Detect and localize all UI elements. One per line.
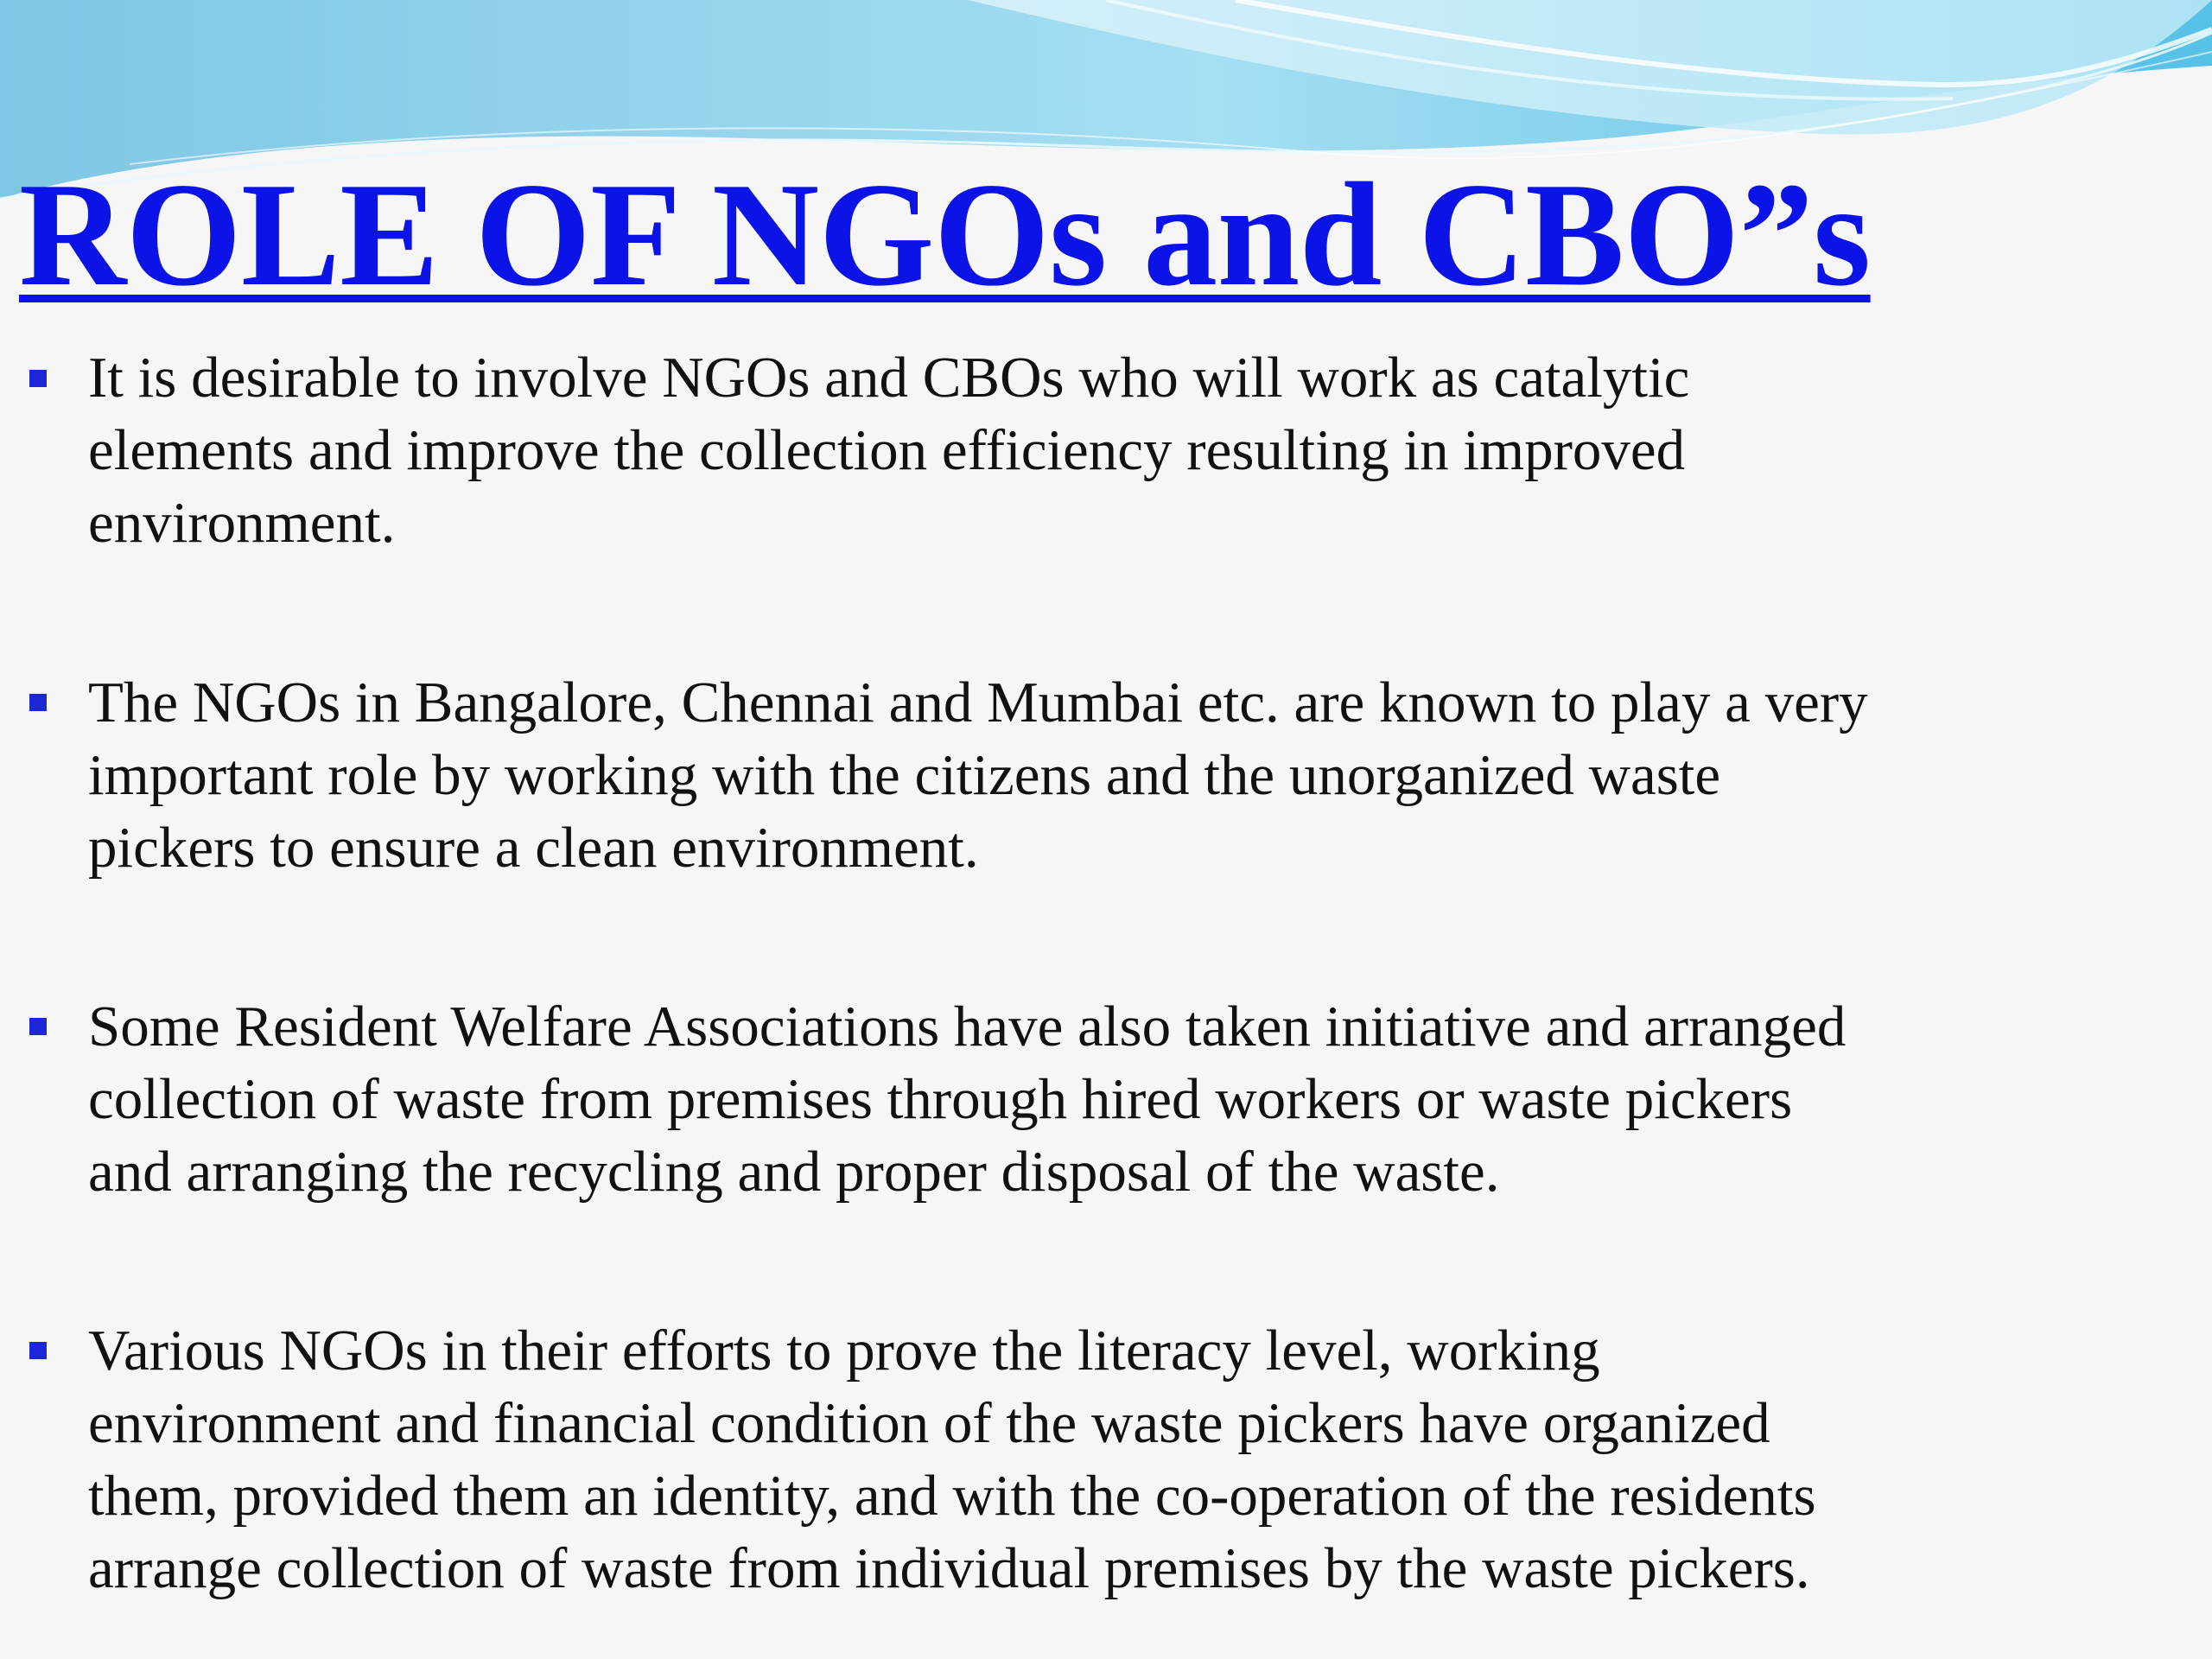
slide-title: ROLE OF NGOs and CBO”s [19,153,1871,317]
square-bullet-icon [29,370,47,387]
bullet-line: environment. [88,491,396,555]
bullet-text [88,1314,2196,1605]
square-bullet-icon [29,1342,47,1359]
bullet-text [88,341,2196,559]
bullet-line: collection of waste from premises through hired workers or waste pickers [88,1067,1793,1131]
bullet-line: and arranging the recycling and proper disposal of the waste. [88,1140,1500,1204]
bullet-line: The NGOs in Bangalore, Chennai and Mumbai etc. are known to play a very [88,671,1868,734]
bullet-line: them, provided them an identity, and with the co-operation of the residents [88,1464,1816,1528]
bullet-line: pickers to ensure a clean environment. [88,816,979,880]
bullet-text [88,990,2196,1208]
bullet-line: Some Resident Welfare Associations have also taken initiative and arranged [88,995,1847,1058]
bullet-line: elements and improve the collection efficiency resulting in improved [88,418,1686,482]
bullet-line: important role by working with the citizens and the unorganized waste [88,743,1721,807]
square-bullet-icon [29,1018,47,1035]
bullet-line: arrange collection of waste from individual premises by the waste pickers. [88,1536,1810,1600]
bullet-line: Various NGOs in their efforts to prove the literacy level, working [88,1319,1600,1382]
square-bullet-icon [29,694,47,711]
bullet-line: environment and financial condition of the waste pickers have organized [88,1391,1770,1455]
bullet-text [88,666,2196,884]
bullet-line: It is desirable to involve NGOs and CBOs who will work as catalytic [88,346,1690,410]
